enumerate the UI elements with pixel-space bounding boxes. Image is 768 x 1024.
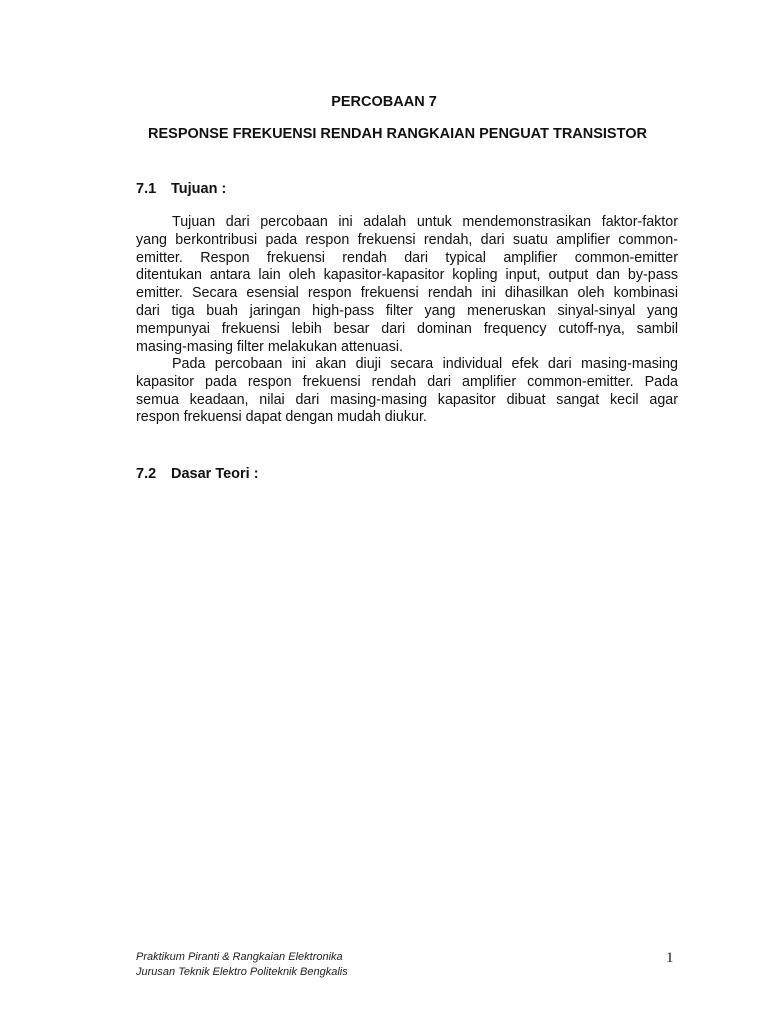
- paragraph-line: emitter. Secara esensial respon frekuensi rendah ini dihasilkan oleh kombinasi: [136, 285, 678, 302]
- page-number: 1: [666, 950, 674, 966]
- footer-course-name: Praktikum Piranti & Rangkaian Elektronika: [136, 951, 343, 963]
- section-heading-7-2: [136, 466, 259, 482]
- paragraph-line: respon frekuensi dapat dengan mudah diukur.: [136, 409, 427, 426]
- paragraph-tujuan-2: [136, 356, 678, 427]
- paragraph-line: yang berkontribusi pada respon frekuensi rendah, dari suatu amplifier common-: [136, 231, 678, 248]
- section-number: 7.1: [136, 181, 157, 197]
- paragraph-line: kapasitor pada respon frekuensi rendah dari amplifier common-emitter. Pada: [136, 373, 678, 390]
- section-number: 7.2: [136, 466, 157, 482]
- page-footer: [136, 950, 348, 980]
- paragraph-line: Tujuan dari percobaan ini adalah untuk mendemonstrasikan faktor-faktor: [172, 214, 678, 230]
- section-title: Dasar Teori :: [171, 466, 259, 482]
- paragraph-line: Pada percobaan ini akan diuji secara individual efek dari masing-masing: [172, 356, 678, 372]
- paragraph-line: masing-masing filter melakukan attenuasi.: [136, 338, 403, 355]
- document-title: PERCOBAAN 7: [331, 94, 437, 110]
- section-heading-7-1: [136, 181, 226, 197]
- paragraph-line: dari tiga buah jaringan high-pass filter yang meneruskan sinyal-sinyal yang: [136, 302, 678, 319]
- paragraph-line: emitter. Respon frekuensi rendah dari typical amplifier common-emitter: [136, 249, 678, 266]
- footer-institution: Jurusan Teknik Elektro Politeknik Bengkalis: [136, 966, 348, 978]
- paragraph-line: mempunyai frekuensi lebih besar dari dominan frequency cutoff-nya, sambil: [136, 320, 678, 337]
- section-title: Tujuan :: [171, 181, 227, 197]
- paragraph-line: ditentukan antara lain oleh kapasitor-kapasitor kopling input, output dan by-pass: [136, 267, 678, 284]
- paragraph-tujuan-1: [136, 214, 678, 356]
- paragraph-line: semua keadaan, nilai dari masing-masing kapasitor dibuat sangat kecil agar: [136, 391, 678, 408]
- document-subtitle: RESPONSE FREKUENSI RENDAH RANGKAIAN PENGUAT TRANSISTOR: [148, 126, 647, 142]
